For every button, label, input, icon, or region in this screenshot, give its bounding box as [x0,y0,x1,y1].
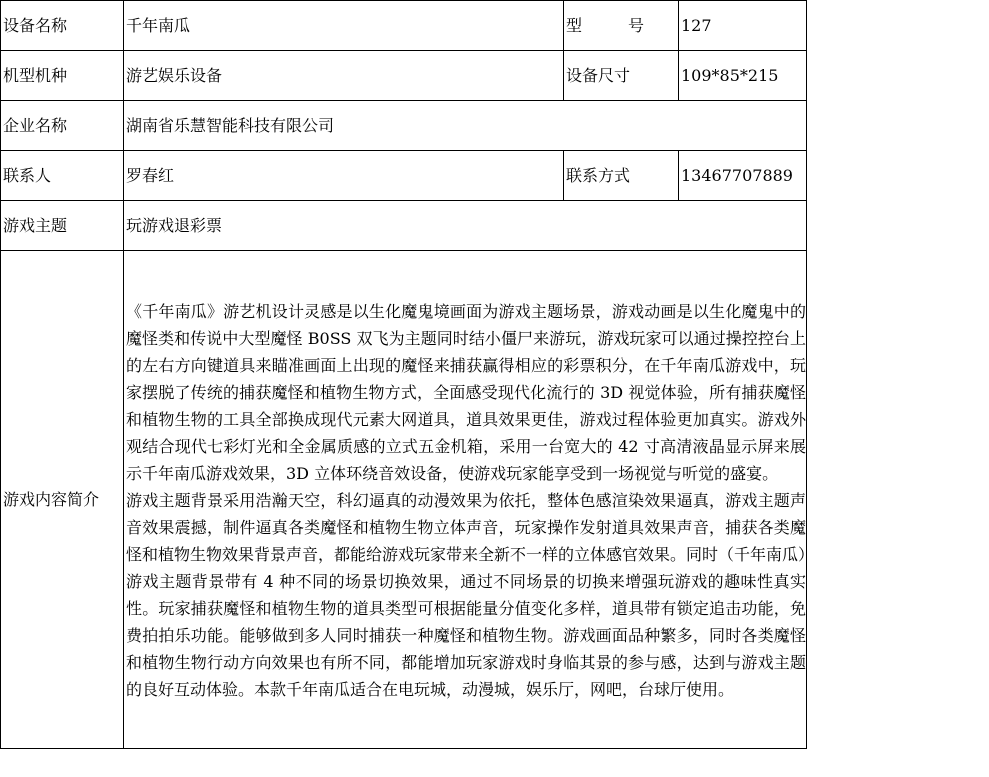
model-label-char-2: 号 [627,15,644,35]
size-label: 设备尺寸 [564,51,679,101]
company-label: 企业名称 [1,101,124,151]
model-label-char-1: 型 [566,15,583,35]
row-theme [1,201,807,251]
row-category [1,51,807,101]
intro-text [124,251,807,749]
category-value: 游艺娱乐设备 [124,51,564,101]
row-intro [1,251,807,749]
contact-label: 联系人 [1,151,124,201]
intro-label: 游戏内容简介 [1,251,124,749]
device-name-value: 千年南瓜 [124,1,564,51]
theme-value: 玩游戏退彩票 [124,201,807,251]
company-value: 湖南省乐慧智能科技有限公司 [124,101,807,151]
intro-paragraph-2: 游戏主题背景采用浩瀚天空，科幻逼真的动漫效果为依托，整体色感渲染效果逼真，游戏主题声音效果震撼，制件逼真各类魔怪和植物生物立体声音，玩家操作发射道具效果声音，捕获各类魔怪和植物生物效果背景声音，都能给游戏玩家带来全新不一样的立体感官效果。同时（千年南瓜）游戏主题背景带有 4 种不同的场景切换效果，通过不同场景的切换来增强玩游戏的趣味性真实性。玩家捕获魔怪和植物生物的道具类型可根据能量分值变化多样，道具带有锁定追击功能，免费拍拍乐功能。能够做到多人同时捕获一种魔怪和植物生物。游戏画面品种繁多，同时各类魔怪和植物生物行动方向效果也有所不同，都能增加玩家游戏时身临其景的参与感，达到与游戏主题的良好互动体验。本款千年南瓜适合在电玩城，动漫城，娱乐厅，网吧，台球厅使用。 [126,490,807,699]
theme-label: 游戏主题 [1,201,124,251]
category-label: 机型机种 [1,51,124,101]
device-name-label: 设备名称 [1,1,124,51]
row-device-name [1,1,807,51]
model-label [564,1,679,51]
model-value: 127 [679,1,807,51]
row-company [1,101,807,151]
phone-label: 联系方式 [564,151,679,201]
phone-value: 13467707889 [679,151,807,201]
row-contact [1,151,807,201]
size-value: 109*85*215 [679,51,807,101]
contact-value: 罗春红 [124,151,564,201]
intro-paragraph-1: 《千年南瓜》游艺机设计灵感是以生化魔鬼境画面为游戏主题场景，游戏动画是以生化魔鬼中的魔怪类和传说中大型魔怪 B0SS 双飞为主题同时结小僵尸来游玩，游戏玩家可以通过操控控台上的左右方向键道具来瞄准画面上出现的魔怪来捕获赢得相应的彩票积分，在千年南瓜游戏中，玩家摆脱了传统的捕获魔怪和植物生物方式，全面感受现代化流行的 3D 视觉体验，所有捕获魔怪和植物生物的工具全部换成现代元素大网道具，道具效果更佳，游戏过程体验更加真实。游戏外观结合现代七彩灯光和全金属质感的立式五金机箱，采用一台宽大的 42 寸高清液晶显示屏来展示千年南瓜游戏效果，3D 立体环绕音效设备，使游戏玩家能享受到一场视觉与听觉的盛宴。 [126,301,806,483]
